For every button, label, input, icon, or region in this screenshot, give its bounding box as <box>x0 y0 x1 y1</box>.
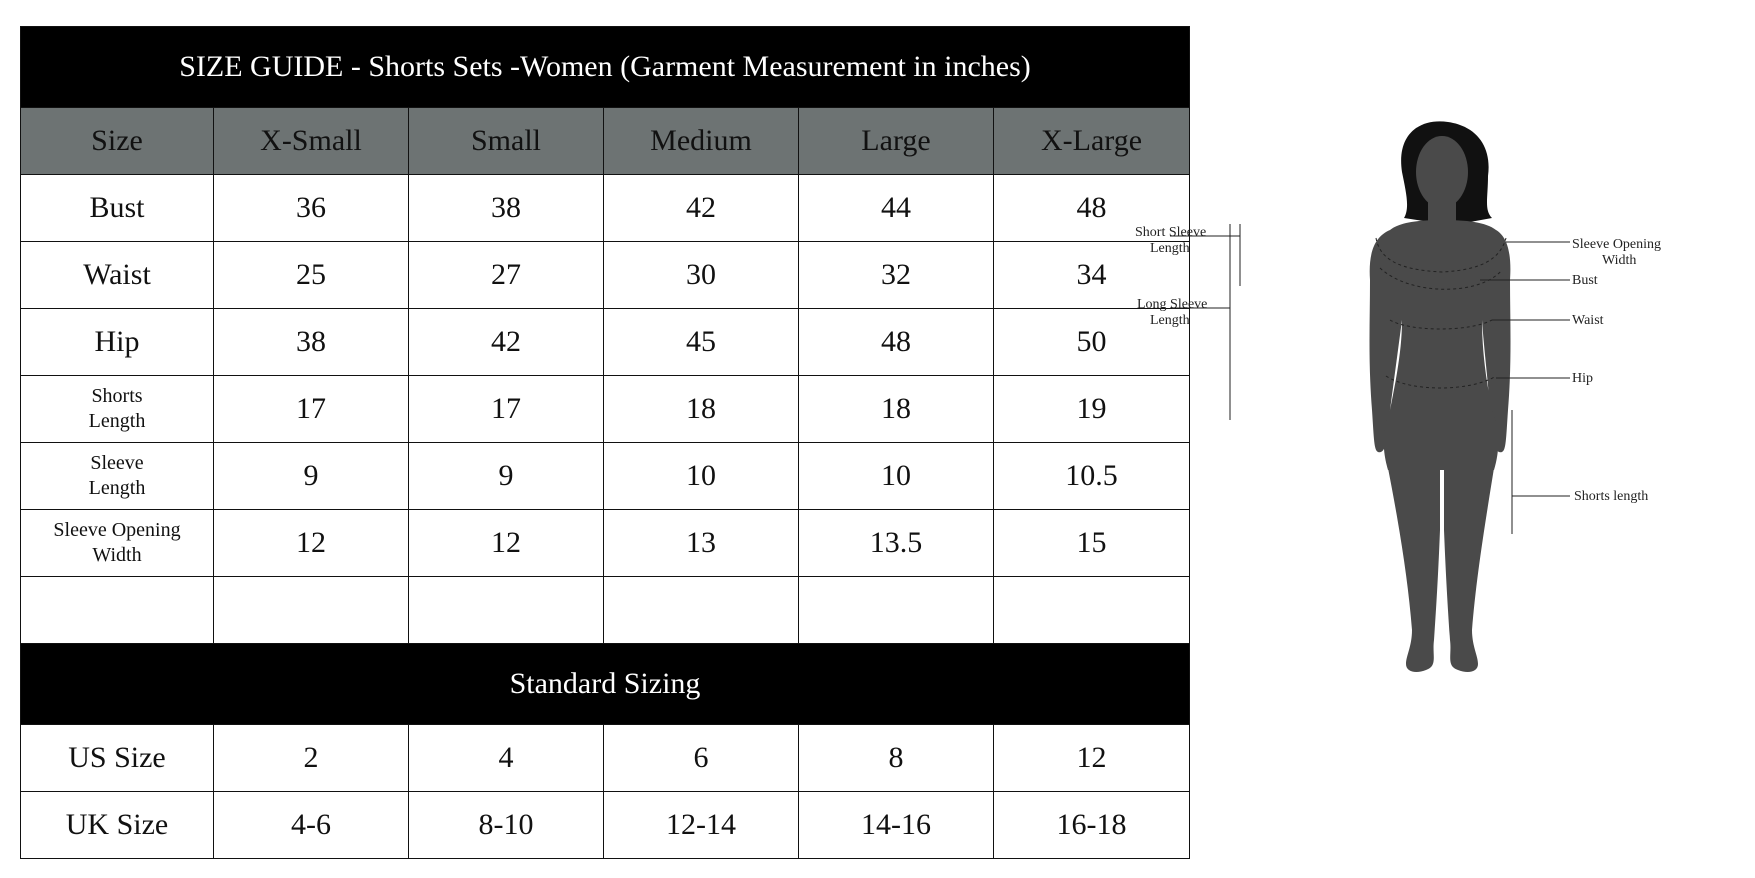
value-cell: 9 <box>214 443 409 510</box>
value-cell: 38 <box>409 175 604 242</box>
value-cell: 32 <box>799 242 994 309</box>
size-guide-table <box>20 26 1190 859</box>
measurement-row <box>21 510 1190 577</box>
label-shorts-length: Shorts length <box>1574 489 1649 504</box>
empty-cell <box>994 577 1190 644</box>
value-cell: 2 <box>214 725 409 792</box>
value-cell: 12 <box>214 510 409 577</box>
value-cell: 6 <box>604 725 799 792</box>
measurement-row <box>21 309 1190 376</box>
hips <box>1384 410 1499 470</box>
value-cell: 10.5 <box>994 443 1190 510</box>
standard-sizing-title: Standard Sizing <box>21 644 1190 725</box>
value-cell: 10 <box>799 443 994 510</box>
value-cell: 38 <box>214 309 409 376</box>
label-waist: Waist <box>1572 313 1604 328</box>
label-short-sleeve: Short Sleeve <box>1135 225 1207 240</box>
body-measurement-figure <box>1135 110 1750 790</box>
empty-cell <box>604 577 799 644</box>
value-cell: 8 <box>799 725 994 792</box>
measurement-row <box>21 443 1190 510</box>
value-cell: 44 <box>799 175 994 242</box>
woman-silhouette <box>1370 121 1511 672</box>
standard-size-row <box>21 725 1190 792</box>
right-leg <box>1444 468 1494 672</box>
value-cell: 36 <box>214 175 409 242</box>
value-cell: 48 <box>799 309 994 376</box>
value-cell: 42 <box>604 175 799 242</box>
measurement-row <box>21 242 1190 309</box>
row-label: Waist <box>21 242 214 309</box>
value-cell: 10 <box>604 443 799 510</box>
value-cell: 14-16 <box>799 792 994 859</box>
header-cell: Medium <box>604 108 799 175</box>
empty-cell <box>21 577 214 644</box>
header-cell: X-Large <box>994 108 1190 175</box>
label-long-sleeve: Long Sleeve <box>1137 297 1208 312</box>
value-cell: 17 <box>409 376 604 443</box>
value-cell: 45 <box>604 309 799 376</box>
empty-cell <box>409 577 604 644</box>
left-leg <box>1388 468 1440 672</box>
header-cell: Large <box>799 108 994 175</box>
value-cell: 34 <box>994 242 1190 309</box>
empty-row <box>21 577 1190 644</box>
row-label: Sleeve Length <box>21 443 214 510</box>
value-cell: 9 <box>409 443 604 510</box>
header-cell: Small <box>409 108 604 175</box>
standard-size-row <box>21 792 1190 859</box>
value-cell: 48 <box>994 175 1190 242</box>
label-bust: Bust <box>1572 273 1598 288</box>
value-cell: 27 <box>409 242 604 309</box>
head <box>1416 136 1468 208</box>
value-cell: 19 <box>994 376 1190 443</box>
row-label: UK Size <box>21 792 214 859</box>
label-short-sleeve-2: Length <box>1150 241 1190 256</box>
value-cell: 8-10 <box>409 792 604 859</box>
title-row <box>21 27 1190 108</box>
value-cell: 42 <box>409 309 604 376</box>
value-cell: 4 <box>409 725 604 792</box>
table-title: SIZE GUIDE - Shorts Sets -Women (Garment Measurement in inches) <box>21 27 1190 108</box>
value-cell: 15 <box>994 510 1190 577</box>
header-cell: X-Small <box>214 108 409 175</box>
value-cell: 13.5 <box>799 510 994 577</box>
value-cell: 25 <box>214 242 409 309</box>
header-cell: Size <box>21 108 214 175</box>
value-cell: 4-6 <box>214 792 409 859</box>
value-cell: 50 <box>994 309 1190 376</box>
label-sleeve-opening: Sleeve Opening <box>1572 237 1662 252</box>
measurement-row <box>21 376 1190 443</box>
value-cell: 18 <box>799 376 994 443</box>
header-row <box>21 108 1190 175</box>
row-label: US Size <box>21 725 214 792</box>
label-hip: Hip <box>1572 371 1593 386</box>
row-label: Bust <box>21 175 214 242</box>
value-cell: 18 <box>604 376 799 443</box>
value-cell: 17 <box>214 376 409 443</box>
empty-cell <box>214 577 409 644</box>
value-cell: 12-14 <box>604 792 799 859</box>
value-cell: 12 <box>994 725 1190 792</box>
value-cell: 30 <box>604 242 799 309</box>
label-long-sleeve-2: Length <box>1150 313 1190 328</box>
row-label: Sleeve Opening Width <box>21 510 214 577</box>
label-sleeve-opening-2: Width <box>1602 253 1637 268</box>
value-cell: 13 <box>604 510 799 577</box>
value-cell: 16-18 <box>994 792 1190 859</box>
row-label: Shorts Length <box>21 376 214 443</box>
standard-sizing-row <box>21 644 1190 725</box>
measurement-row <box>21 175 1190 242</box>
empty-cell <box>799 577 994 644</box>
row-label: Hip <box>21 309 214 376</box>
value-cell: 12 <box>409 510 604 577</box>
